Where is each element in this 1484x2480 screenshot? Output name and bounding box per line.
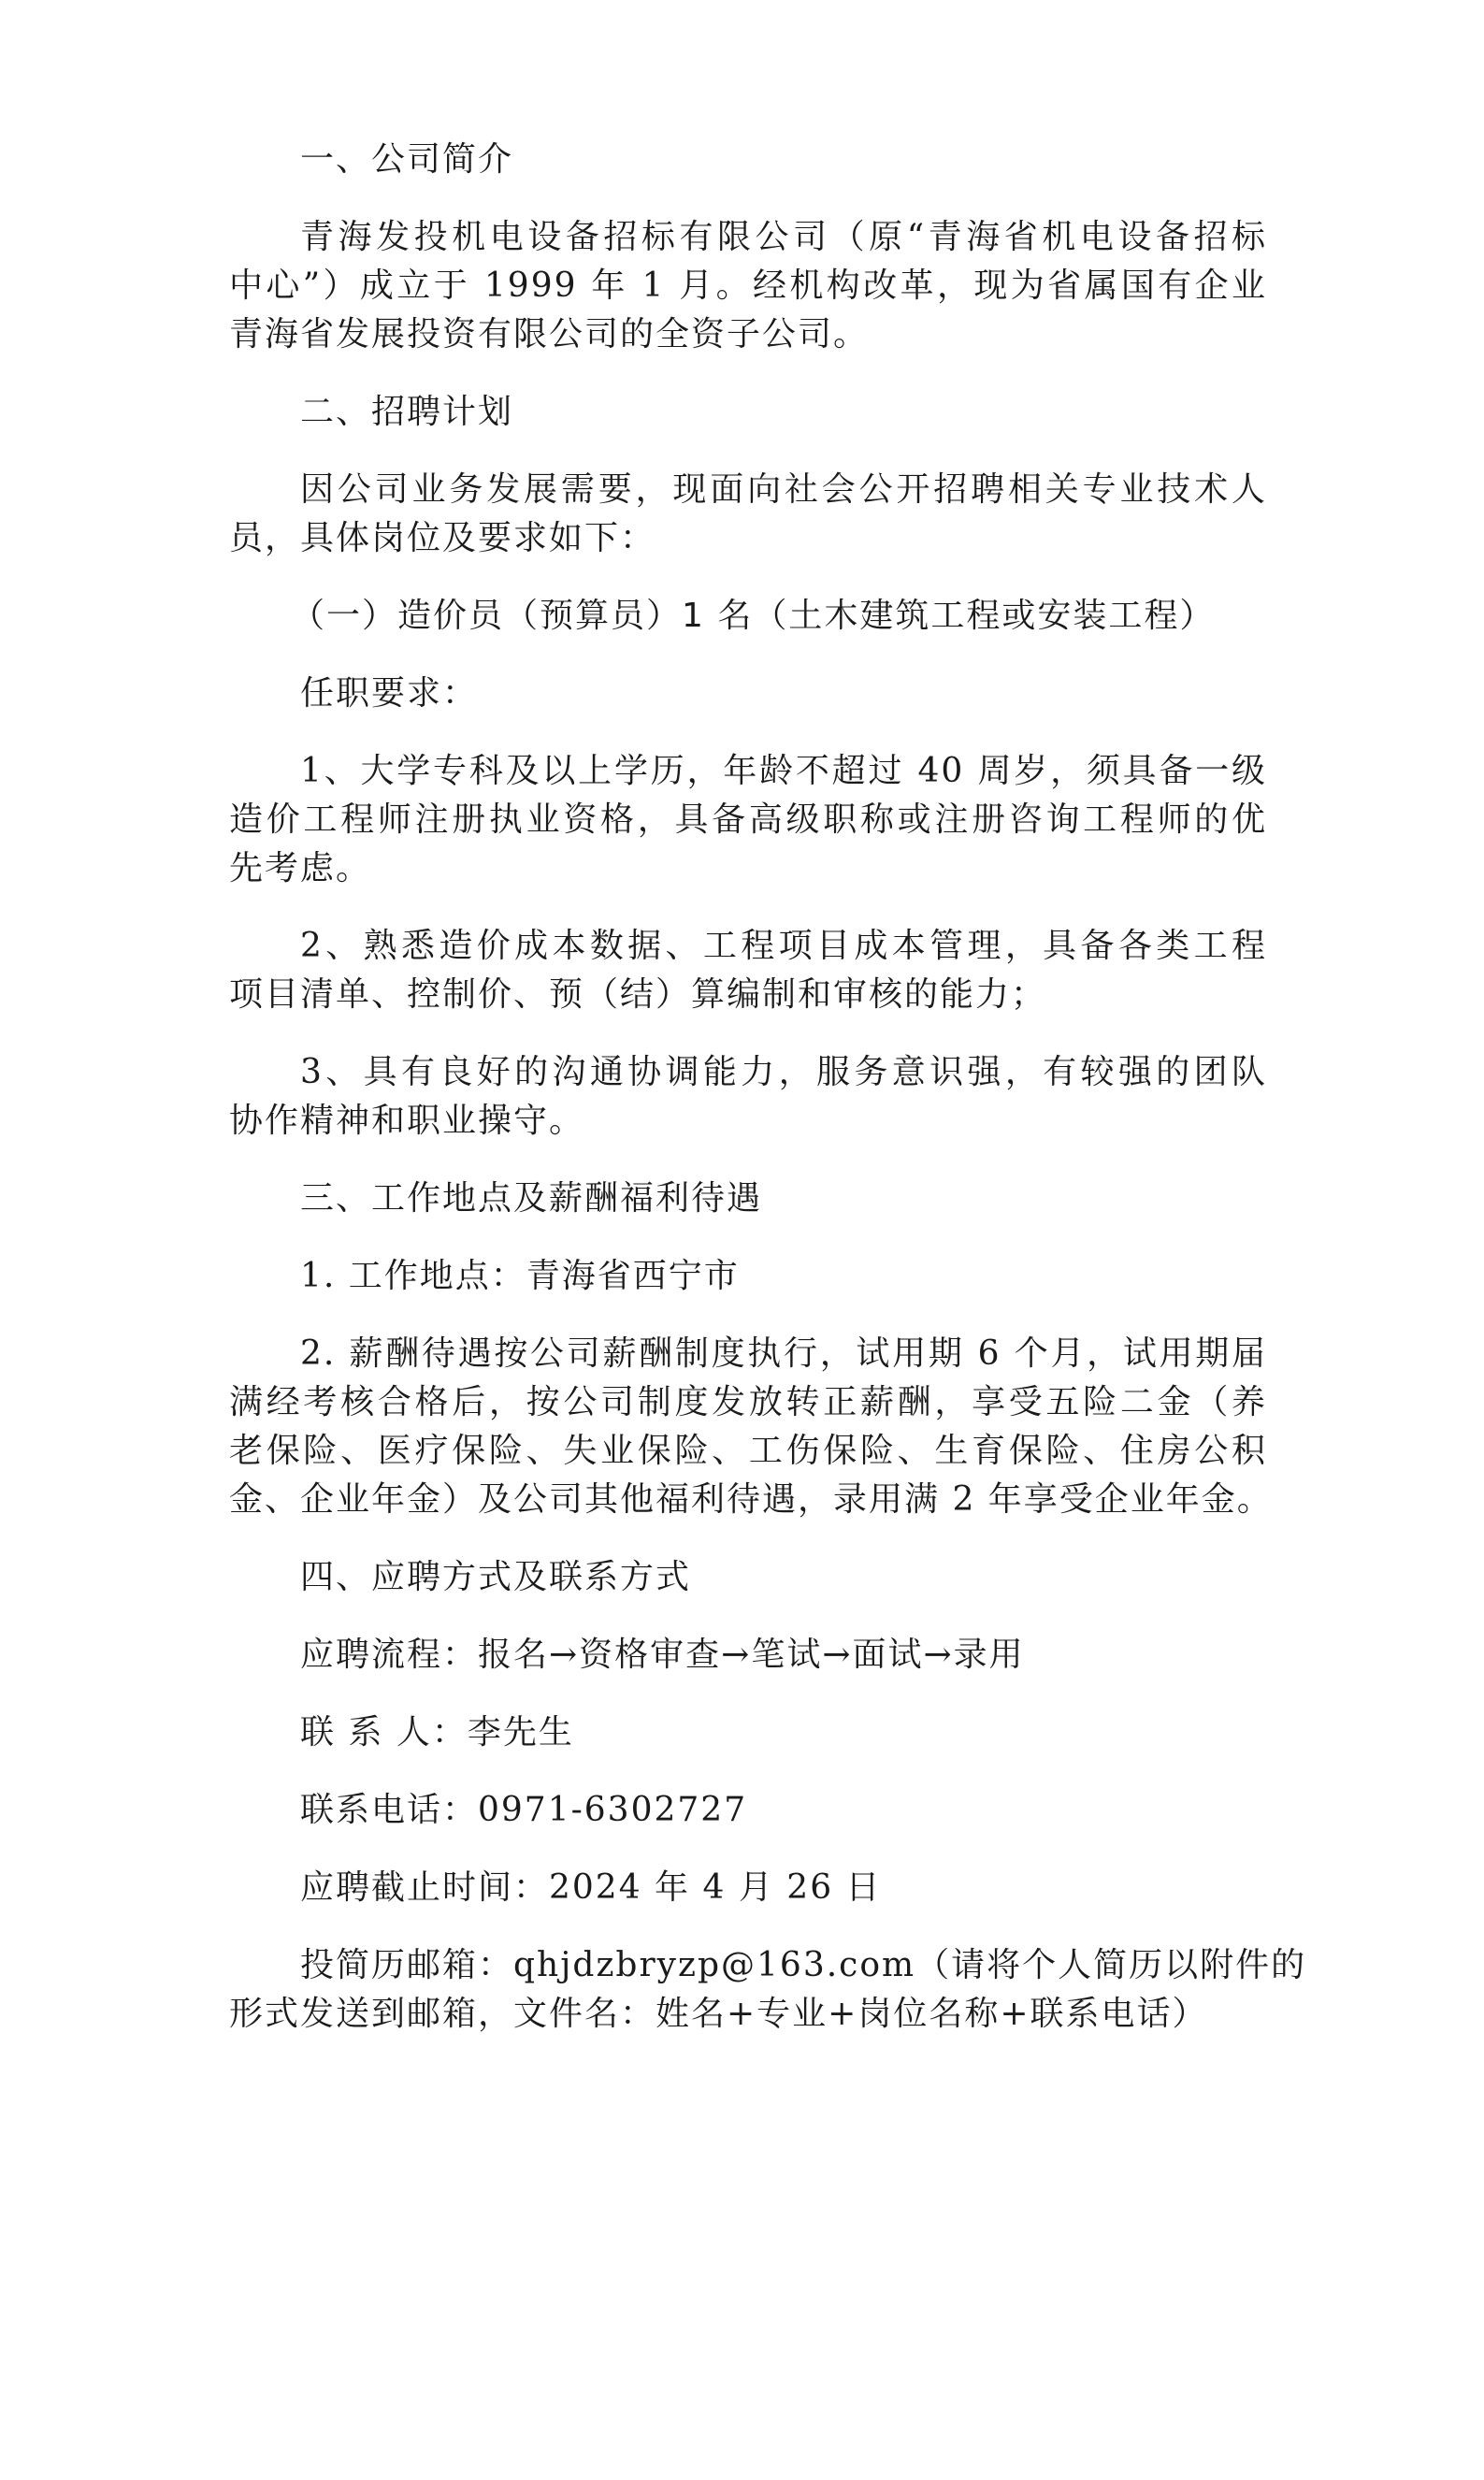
- text-line: 投简历邮箱：qhjdzbryzp@163.com（请将个人简历以附件的: [300, 1946, 1307, 1984]
- text-line: 老保险、医疗保险、失业保险、工伤保险、生育保险、住房公积: [229, 1432, 1267, 1470]
- text-line: 项目清单、控制价、预（结）算编制和审核的能力；: [229, 975, 1047, 1014]
- text-line: 协作精神和职业操守。: [229, 1102, 585, 1140]
- text-line: 造价工程师注册执业资格，具备高级职称或注册咨询工程师的优: [229, 800, 1267, 839]
- document-body: [229, 136, 1307, 2068]
- text-line: 3、具有良好的沟通协调能力，服务意识强，有较强的团队: [300, 1053, 1267, 1091]
- requirements-label: 任职要求：: [300, 674, 479, 713]
- text-line: 中心”）成立于 1999 年 1 月。经机构改革，现为省属国有企业: [229, 267, 1267, 305]
- text-line: 1、大学专科及以上学历，年龄不超过 40 周岁，须具备一级: [300, 752, 1267, 790]
- text-line: 形式发送到邮箱，文件名：姓名+专业+岗位名称+联系电话）: [229, 1995, 1208, 2033]
- text-line: 员，具体岗位及要求如下：: [229, 519, 656, 557]
- requirement-item-2: [229, 922, 1267, 1019]
- section-heading-application-contact: 四、应聘方式及联系方式: [300, 1558, 692, 1596]
- text-line: 因公司业务发展需要，现面向社会公开招聘相关专业技术人: [300, 470, 1267, 509]
- recruitment-intro-paragraph: [229, 466, 1267, 563]
- section-heading-location-salary: 三、工作地点及薪酬福利待遇: [300, 1179, 763, 1218]
- text-line: 金、企业年金）及公司其他福利待遇，录用满 2 年享受企业年金。: [229, 1480, 1273, 1519]
- text-line: 先考虑。: [229, 849, 372, 887]
- application-process: 应聘流程：报名→资格审查→笔试→面试→录用: [300, 1636, 1025, 1674]
- text-line: 满经考核合格后，按公司制度发放转正薪酬，享受五险二金（养: [229, 1383, 1267, 1421]
- work-location: 1. 工作地点：青海省西宁市: [300, 1257, 740, 1295]
- contact-person: 联 系 人：李先生: [300, 1713, 574, 1752]
- text-line: 2、熟悉造价成本数据、工程项目成本管理，具备各类工程: [300, 927, 1267, 965]
- company-intro-paragraph: [229, 213, 1267, 359]
- text-line: 青海发投机电设备招标有限公司（原“青海省机电设备招标: [300, 218, 1267, 256]
- requirement-item-3: [229, 1048, 1267, 1146]
- section-heading-company-intro: 一、公司简介: [300, 140, 514, 179]
- job-title: （一）造价员（预算员）1 名（土木建筑工程或安装工程）: [291, 597, 1216, 635]
- salary-benefits-paragraph: [229, 1330, 1273, 1524]
- text-line: 2. 薪酬待遇按公司薪酬制度执行，试用期 6 个月，试用期届: [300, 1334, 1267, 1373]
- contact-phone: 联系电话：0971-6302727: [300, 1791, 748, 1829]
- requirement-item-1: [229, 747, 1267, 893]
- section-heading-recruitment-plan: 二、招聘计划: [300, 393, 514, 431]
- email-submission-paragraph: [229, 1941, 1307, 2039]
- text-line: 青海省发展投资有限公司的全资子公司。: [229, 315, 870, 353]
- application-deadline: 应聘截止时间：2024 年 4 月 26 日: [300, 1868, 882, 1907]
